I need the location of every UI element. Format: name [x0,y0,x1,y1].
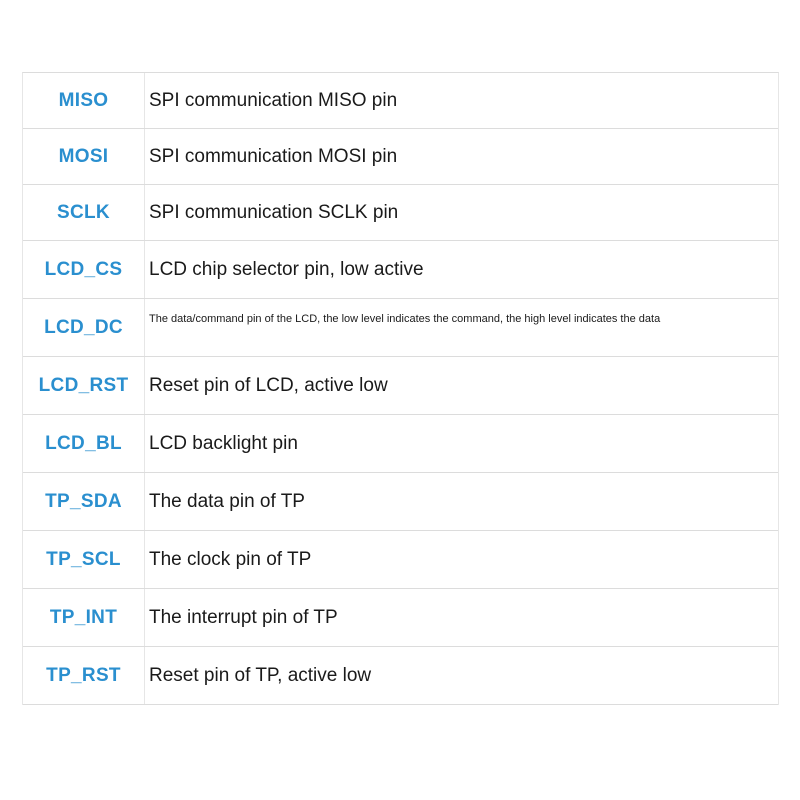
pin-name: LCD_BL [23,415,145,472]
pin-description: The clock pin of TP [149,548,312,570]
table-row [23,415,778,473]
pin-description: Reset pin of TP, active low [149,664,372,686]
pin-name: TP_SCL [23,531,145,588]
pin-description: The data/command pin of the LCD, the low level indicates the command, the high level indicates the data [149,313,661,325]
table-row [23,647,778,705]
pin-description: LCD chip selector pin, low active [149,258,424,280]
pin-name: TP_SDA [23,473,145,530]
pin-table [22,72,779,705]
pin-name: MISO [23,73,145,128]
pin-description: SPI communication MISO pin [149,89,398,111]
table-row [23,129,778,185]
pin-name: LCD_DC [23,299,145,356]
pin-name: LCD_RST [23,357,145,414]
pin-description: LCD backlight pin [149,432,298,454]
table-row [23,73,778,129]
pin-name: LCD_CS [23,241,145,298]
table-row [23,357,778,415]
pin-description: The data pin of TP [149,490,305,512]
pin-name: TP_RST [23,647,145,704]
pin-description: Reset pin of LCD, active low [149,374,388,396]
pin-description: SPI communication SCLK pin [149,201,399,223]
pin-name: TP_INT [23,589,145,646]
pin-description: SPI communication MOSI pin [149,145,398,167]
table-row [23,241,778,299]
table-row [23,473,778,531]
table-row [23,185,778,241]
table-row [23,531,778,589]
pin-name: MOSI [23,129,145,184]
pin-name: SCLK [23,185,145,240]
table-row [23,589,778,647]
pin-description: The interrupt pin of TP [149,606,338,628]
table-row [23,299,778,357]
